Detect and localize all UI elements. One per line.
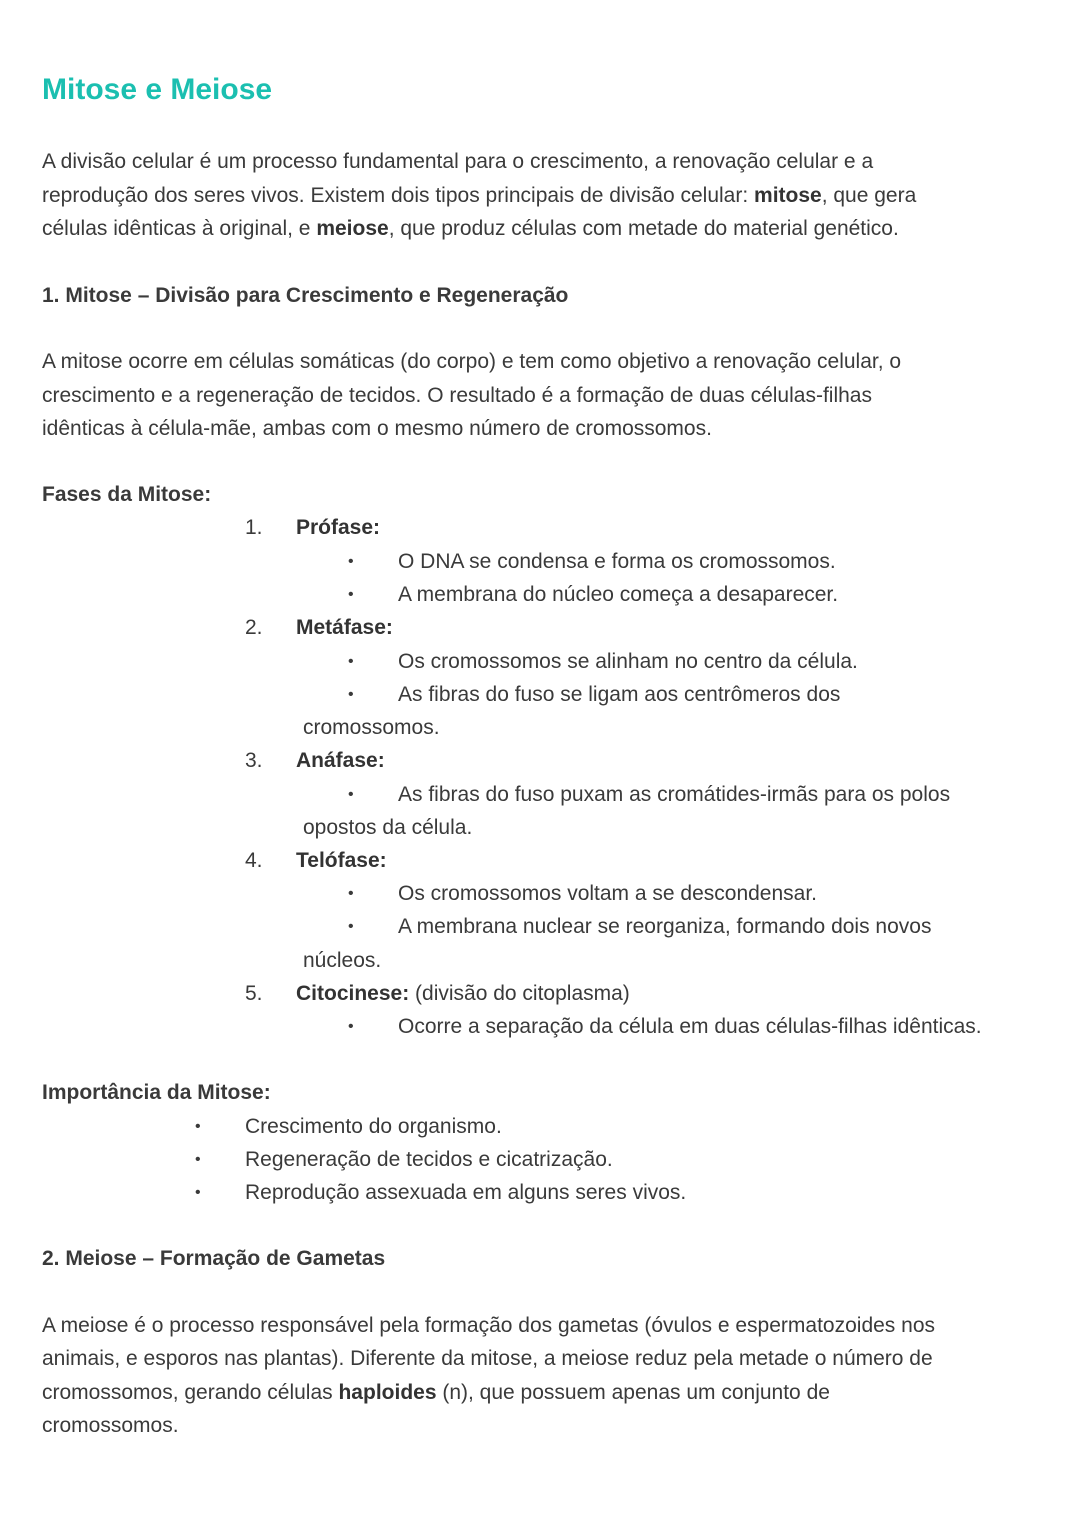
importance-label: Importância da Mitose: — [42, 1081, 271, 1104]
importance-item: Regeneração de tecidos e cicatrização. — [245, 1148, 613, 1171]
phase-bullet-continuation: núcleos. — [303, 949, 382, 972]
meiose-line-4: cromossomos. — [42, 1414, 179, 1437]
bullet-icon: • — [195, 1118, 201, 1135]
bullet-icon: • — [348, 553, 354, 570]
term-mitose: mitose — [754, 184, 822, 207]
phase-number: 5. — [245, 982, 263, 1005]
phase-bullet: A membrana do núcleo começa a desaparecer. — [398, 583, 839, 606]
section1-heading: 1. Mitose – Divisão para Crescimento e Regeneração — [42, 284, 569, 307]
phase-bullet: As fibras do fuso se ligam aos centrômeros dos — [398, 683, 841, 706]
phase-number: 4. — [245, 849, 263, 872]
phase-name-metafase: Metáfase: — [296, 616, 393, 639]
phase-number: 1. — [245, 516, 263, 539]
importance-item: Crescimento do organismo. — [245, 1115, 502, 1138]
bullet-icon: • — [348, 918, 354, 935]
phases-label: Fases da Mitose: — [42, 483, 212, 506]
phase-name-profase: Prófase: — [296, 516, 381, 539]
phase-number: 2. — [245, 616, 263, 639]
bullet-icon: • — [195, 1184, 201, 1201]
intro-line-1: A divisão celular é um processo fundamental para o crescimento, a renovação celular e a — [42, 150, 874, 173]
phase-bullet-continuation: cromossomos. — [303, 716, 440, 739]
bullet-icon: • — [348, 686, 354, 703]
phase-bullet: Os cromossomos voltam a se descondensar. — [398, 882, 818, 905]
phase-bullet: Os cromossomos se alinham no centro da célula. — [398, 650, 858, 673]
phase-number: 3. — [245, 749, 263, 772]
phase-bullet: A membrana nuclear se reorganiza, formando dois novos — [398, 915, 932, 938]
phase-name-citocinese: Citocinese: — [296, 982, 410, 1005]
phase-bullet: As fibras do fuso puxam as cromátides-irmãs para os polos — [398, 783, 951, 806]
phase-bullet: O DNA se condensa e forma os cromossomos. — [398, 550, 836, 573]
mitose-line-2: crescimento e a regeneração de tecidos. O resultado é a formação de duas células-filhas — [42, 384, 872, 407]
mitose-line-3: idênticas à célula-mãe, ambas com o mesmo número de cromossomos. — [42, 417, 712, 440]
bullet-icon: • — [348, 1018, 354, 1035]
term-meiose: meiose — [316, 217, 389, 240]
term-haploides: haploides — [338, 1381, 437, 1404]
bullet-icon: • — [195, 1151, 201, 1168]
meiose-line-3: cromossomos, gerando células haploides (n), que possuem apenas um conjunto de — [42, 1381, 830, 1404]
bullet-icon: • — [348, 885, 354, 902]
phase-citocinese: Citocinese: (divisão do citoplasma) — [296, 982, 630, 1005]
meiose-line-1: A meiose é o processo responsável pela formação dos gametas (óvulos e espermatozoides nos — [42, 1314, 935, 1337]
phase-name-telofase: Telófase: — [296, 849, 387, 872]
intro-line-2: reprodução dos seres vivos. Existem dois tipos principais de divisão celular: mitose, que gera — [42, 184, 917, 207]
intro-line-3: células idênticas à original, e meiose, que produz células com metade do material genético. — [42, 217, 899, 240]
importance-item: Reprodução assexuada em alguns seres vivos. — [245, 1181, 687, 1204]
section2-heading: 2. Meiose – Formação de Gametas — [42, 1247, 386, 1270]
mitose-line-1: A mitose ocorre em células somáticas (do corpo) e tem como objetivo a renovação celular, o — [42, 350, 902, 373]
phase-name-anafase: Anáfase: — [296, 749, 385, 772]
phase-bullet-continuation: opostos da célula. — [303, 816, 473, 839]
bullet-icon: • — [348, 586, 354, 603]
bullet-icon: • — [348, 786, 354, 803]
bullet-icon: • — [348, 653, 354, 670]
page-title: Mitose e Meiose — [42, 73, 273, 106]
meiose-line-2: animais, e esporos nas plantas). Diferente da mitose, a meiose reduz pela metade o número de — [42, 1347, 933, 1370]
phase-bullet: Ocorre a separação da célula em duas células-filhas idênticas. — [398, 1015, 982, 1038]
